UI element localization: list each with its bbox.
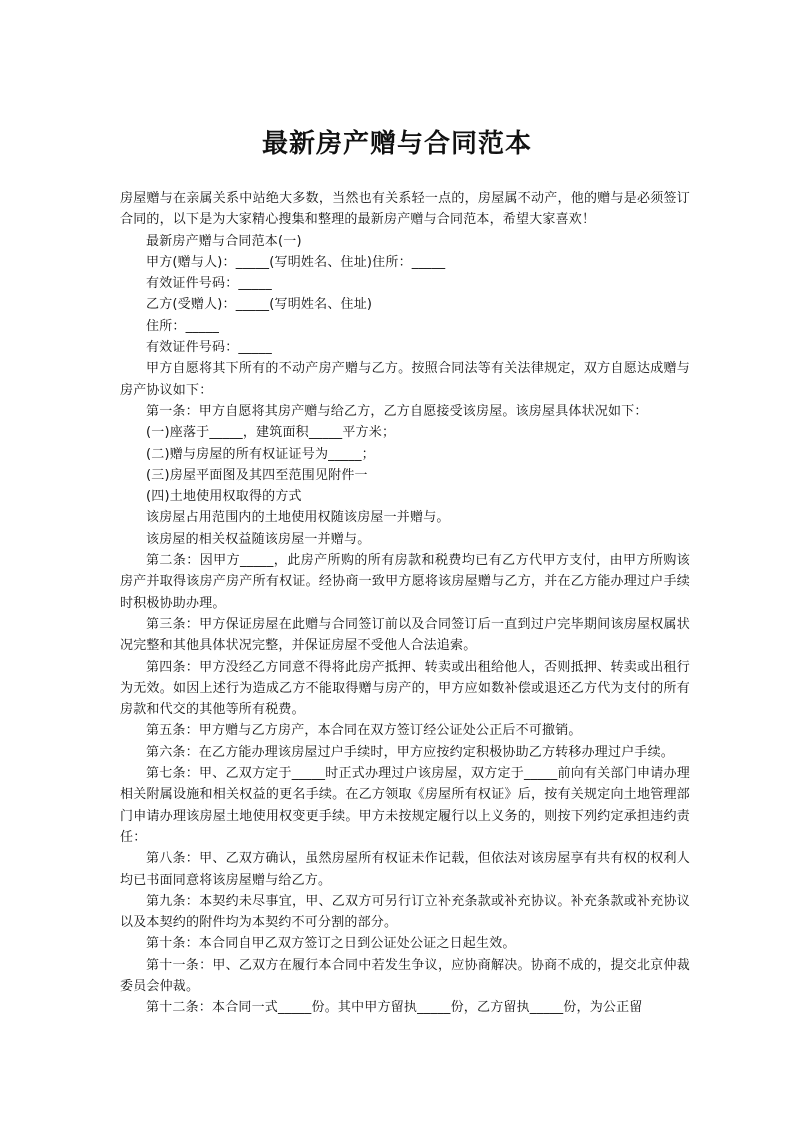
paragraph: 第一条：甲方自愿将其房产赠与给乙方，乙方自愿接受该房屋。该房屋具体状况如下：: [146, 403, 648, 419]
paragraph: (三)房屋平面图及其四至范围见附件一: [146, 467, 368, 483]
document-body: [120, 188, 690, 1019]
paragraph: 该房屋占用范围内的土地使用权随该房屋一并赠与。: [146, 510, 450, 526]
paragraph: 第七条：甲、乙双方定于_____时正式办理过户该房屋，双方定于_____前向有关部门申请办理相关附属设施和相关权益的更名手续。在乙方领取《房屋所有权证》后，按有关规定向土地管理部门申请办理该房屋土地使用权变更手续。甲方未按规定履行以上义务的，则按下列约定承担违约责任：: [120, 766, 690, 845]
paragraph: 甲方自愿将其下所有的不动产房产赠与乙方。按照合同法等有关法律规定，双方自愿达成赠与房产协议如下：: [120, 361, 690, 398]
paragraph: 住所：_____: [146, 318, 220, 334]
paragraph: 第十条：本合同自甲乙双方签订之日到公证处公证之日起生效。: [146, 936, 516, 952]
paragraph: (二)赠与房屋的所有权证证号为_____；: [146, 446, 375, 462]
paragraph: 该房屋的相关权益随该房屋一并赠与。: [146, 531, 371, 547]
document-title: 最新房产赠与合同范本: [261, 129, 532, 159]
paragraph: 乙方(受赠人)：_____(写明姓名、住址): [146, 297, 373, 313]
paragraph: (一)座落于_____，建筑面积_____平方米；: [146, 425, 396, 441]
paragraph: 第六条：在乙方能办理该房屋过户手续时，甲方应按约定积极协助乙方转移办理过户手续。: [146, 744, 675, 760]
paragraph: 第十一条：甲、乙双方在履行本合同中若发生争议，应协商解决。协商不成的，提交北京仲裁委员会仲裁。: [120, 957, 690, 994]
paragraph: (四)土地使用权取得的方式: [146, 489, 302, 505]
paragraph: 第二条：因甲方_____，此房产所购的所有房款和税费均已有乙方代甲方支付，由甲方所购该房产并取得该房产房产所有权证。经协商一致甲方愿将该房屋赠与乙方，并在乙方能办理过户手续时积极协助办理。: [120, 553, 690, 611]
paragraph: 第九条：本契约未尽事宜，甲、乙双方可另行订立补充条款或补充协议。补充条款或补充协议以及本契约的附件均为本契约不可分割的部分。: [120, 893, 690, 931]
paragraph: 甲方(赠与人)：_____(写明姓名、住址)住所：_____: [146, 254, 446, 270]
paragraph: 有效证件号码：_____: [146, 276, 272, 292]
paragraph: 第四条：甲方没经乙方同意不得将此房产抵押、转卖或出租给他人，否则抵押、转卖或出租行为无效。如因上述行为造成乙方不能取得赠与房产的，甲方应如数补偿或退还乙方代为支付的所有房款和代交的其他等所有税费。: [120, 659, 690, 718]
paragraph: 第八条：甲、乙双方确认，虽然房屋所有权证未作记载，但依法对该房屋享有共有权的权利人均已书面同意将该房屋赠与给乙方。: [120, 851, 690, 888]
paragraph: 第十二条：本合同一式_____份。其中甲方留执_____份，乙方留执_____份，为公正留: [146, 1000, 643, 1016]
paragraph: 房屋赠与在亲属关系中站绝大多数，当然也有关系轻一点的，房屋属不动产，他的赠与是必须签订合同的，以下是为大家精心搜集和整理的最新房产赠与合同范本，希望大家喜欢！: [120, 191, 690, 228]
paragraph: 第五条：甲方赠与乙方房产，本合同在双方签订经公证处公正后不可撤销。: [146, 723, 582, 739]
paragraph: 最新房产赠与合同范本(一): [146, 233, 302, 249]
paragraph: 有效证件号码：_____: [146, 340, 272, 356]
paragraph: 第三条：甲方保证房屋在此赠与合同签订前以及合同签订后一直到过户完毕期间该房屋权属状况完整和其他具体状况完整，并保证房屋不受他人合法追索。: [120, 616, 690, 654]
